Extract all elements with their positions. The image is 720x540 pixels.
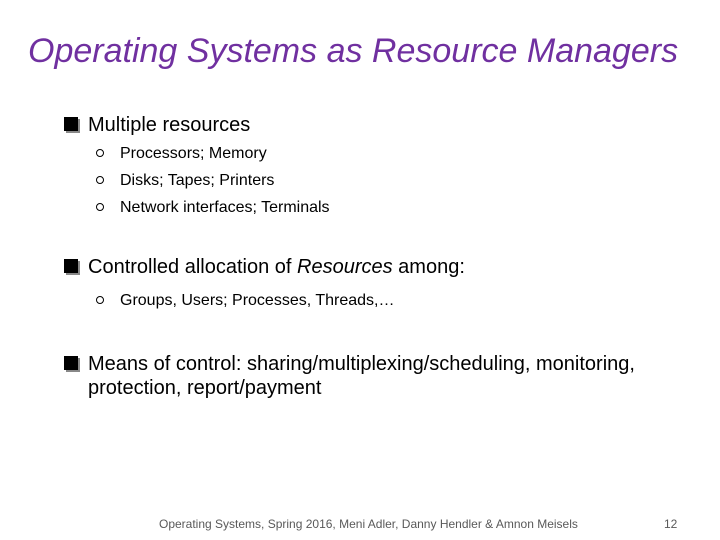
bullet-text: Multiple resources [88, 114, 251, 136]
bullet-text-prefix: Controlled allocation of [88, 256, 298, 278]
page-number: 12 [664, 517, 678, 531]
bullet-text [88, 255, 648, 279]
circle-bullet-icon [96, 149, 104, 157]
circle-bullet-icon [96, 176, 104, 184]
sub-item [96, 287, 394, 314]
bullet-text-suffix: among: [392, 256, 465, 278]
square-bullet-icon [64, 117, 78, 131]
sub-item [96, 194, 330, 221]
sub-item-text: Network interfaces; Terminals [120, 199, 330, 216]
bullet-text: Means of control: sharing/multiplexing/scheduling, monitoring, protection, report/payment [88, 353, 635, 399]
slide-title: Operating Systems as Resource Managers [28, 32, 679, 70]
sub-item-text: Groups, Users; Processes, Threads,… [120, 292, 395, 309]
sub-list-resources [96, 140, 330, 221]
sub-list-allocation [96, 287, 394, 314]
sub-item [96, 167, 330, 194]
sub-item-text: Disks; Tapes; Printers [120, 172, 275, 189]
sub-item-text: Processors; Memory [120, 145, 267, 162]
sub-item [96, 140, 330, 167]
circle-bullet-icon [96, 296, 104, 304]
footer-text: Operating Systems, Spring 2016, Meni Adler, Danny Hendler & Amnon Meisels [159, 517, 578, 531]
square-bullet-icon [64, 356, 78, 370]
square-bullet-icon [64, 259, 78, 273]
bullet-text-italic: Resources [297, 256, 393, 278]
circle-bullet-icon [96, 203, 104, 211]
bullet-multiple-resources [64, 113, 648, 137]
bullet-controlled-allocation [64, 255, 648, 279]
bullet-means-of-control [64, 352, 648, 400]
